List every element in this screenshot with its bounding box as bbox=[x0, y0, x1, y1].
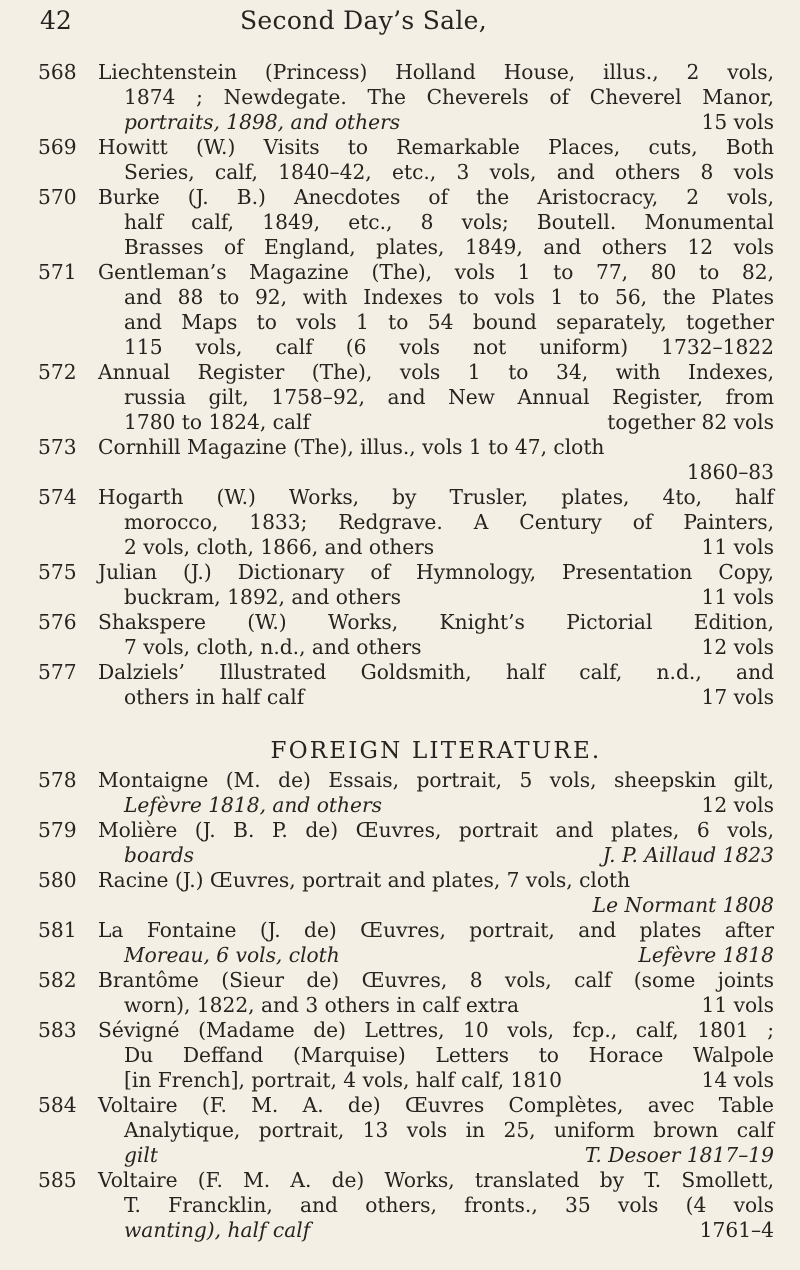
lot-number: 578 bbox=[38, 768, 77, 792]
lot-line: Molière (J. B. P. de) Œuvres, portrait and plates, 6 vols, bbox=[98, 818, 774, 842]
lot-entry bbox=[38, 260, 774, 360]
lot-line: Burke (J. B.) Anecdotes of the Aristocracy, 2 vols, bbox=[98, 185, 774, 209]
lot-number: 574 bbox=[38, 485, 77, 509]
running-title: Second Day’s Sale, bbox=[240, 6, 487, 35]
lot-line-text: Lefèvre 1818, and others bbox=[124, 793, 383, 817]
lot-entry bbox=[38, 360, 774, 435]
lot-date: 1761–4 bbox=[699, 1218, 774, 1242]
lot-quantity: together 82 vols bbox=[607, 410, 774, 434]
lot-line bbox=[98, 1068, 774, 1093]
lot-quantity: 12 vols bbox=[701, 793, 774, 817]
lot-line-text: Moreau, 6 vols, cloth bbox=[124, 943, 340, 967]
lot-quantity: 11 vols bbox=[701, 585, 774, 609]
lot-number: 582 bbox=[38, 968, 77, 992]
lot-number: 572 bbox=[38, 360, 77, 384]
lot-line: Brantôme (Sieur de) Œuvres, 8 vols, calf (some joints bbox=[98, 968, 774, 992]
lot-line: Voltaire (F. M. A. de) Œuvres Complètes, avec Table bbox=[98, 1093, 774, 1117]
lot-entry bbox=[38, 485, 774, 560]
lot-line-text: worn), 1822, and 3 others in calf extra bbox=[124, 993, 519, 1017]
lot-line bbox=[98, 685, 774, 710]
lot-imprint: J. P. Aillaud 1823 bbox=[602, 843, 774, 867]
lot-quantity: 15 vols bbox=[701, 110, 774, 134]
lot-line-text: boards bbox=[124, 843, 195, 867]
lot-line bbox=[98, 1218, 774, 1243]
lot-line-text: [in French], portrait, 4 vols, half calf, 1810 bbox=[124, 1068, 562, 1092]
lot-line: Howitt (W.) Visits to Remarkable Places, cuts, Both bbox=[98, 135, 774, 159]
lot-line: Analytique, portrait, 13 vols in 25, uniform brown calf bbox=[124, 1118, 774, 1142]
lot-line: Annual Register (The), vols 1 to 34, with Indexes, bbox=[98, 360, 774, 384]
lot-entry bbox=[38, 185, 774, 260]
lot-entry bbox=[38, 818, 774, 868]
lot-line: Hogarth (W.) Works, by Trusler, plates, 4to, half bbox=[98, 485, 774, 509]
lot-line: 1874 ; Newdegate. The Cheverels of Cheverel Manor, bbox=[124, 85, 774, 109]
lot-number: 575 bbox=[38, 560, 77, 584]
lot-entry bbox=[38, 768, 774, 818]
lot-line: Dalziels’ Illustrated Goldsmith, half calf, n.d., and bbox=[98, 660, 774, 684]
lot-line: Liechtenstein (Princess) Holland House, illus., 2 vols, bbox=[98, 60, 774, 84]
lot-line: 115 vols, calf (6 vols not uniform) 1732–1822 bbox=[124, 335, 774, 359]
lot-line bbox=[98, 110, 774, 135]
lot-line: Montaigne (M. de) Essais, portrait, 5 vols, sheepskin gilt, bbox=[98, 768, 774, 792]
lot-line bbox=[98, 843, 774, 868]
lot-number: 570 bbox=[38, 185, 77, 209]
lot-number: 568 bbox=[38, 60, 77, 84]
lot-line-text: others in half calf bbox=[124, 685, 305, 709]
lot-quantity: 11 vols bbox=[701, 535, 774, 559]
lot-entry bbox=[38, 660, 774, 710]
lot-entry bbox=[38, 560, 774, 610]
lot-quantity: 14 vols bbox=[701, 1068, 774, 1092]
lot-line: Shakspere (W.) Works, Knight’s Pictorial Edition, bbox=[98, 610, 774, 634]
lot-line-text: portraits, 1898, and others bbox=[124, 110, 401, 134]
lot-quantity: 12 vols bbox=[701, 635, 774, 659]
lot-line bbox=[98, 535, 774, 560]
lot-number: 573 bbox=[38, 435, 77, 459]
lot-line-text: buckram, 1892, and others bbox=[124, 585, 401, 609]
lot-line bbox=[98, 793, 774, 818]
lot-line bbox=[98, 585, 774, 610]
lot-line: Racine (J.) Œuvres, portrait and plates, 7 vols, cloth bbox=[98, 868, 631, 892]
lot-number: 583 bbox=[38, 1018, 77, 1042]
lot-line-text: gilt bbox=[124, 1143, 158, 1167]
lot-list bbox=[38, 60, 774, 1243]
lot-line: Brasses of England, plates, 1849, and others 12 vols bbox=[124, 235, 774, 259]
lot-line: Cornhill Magazine (The), illus., vols 1 to 47, cloth bbox=[98, 435, 605, 459]
lot-line bbox=[98, 410, 774, 435]
lot-number: 581 bbox=[38, 918, 77, 942]
lot-line: Series, calf, 1840–42, etc., 3 vols, and others 8 vols bbox=[124, 160, 774, 184]
lot-line: morocco, 1833; Redgrave. A Century of Painters, bbox=[124, 510, 774, 534]
lot-line: Du Deffand (Marquise) Letters to Horace Walpole bbox=[124, 1043, 774, 1067]
lot-number: 576 bbox=[38, 610, 77, 634]
lot-line: T. Francklin, and others, fronts., 35 vols (4 vols bbox=[124, 1193, 774, 1217]
lot-entry bbox=[38, 1168, 774, 1243]
lot-line: russia gilt, 1758–92, and New Annual Register, from bbox=[124, 385, 774, 409]
lot-number: 585 bbox=[38, 1168, 77, 1192]
lot-entry bbox=[38, 868, 774, 918]
lot-number: 571 bbox=[38, 260, 77, 284]
lot-line: half calf, 1849, etc., 8 vols; Boutell. Monumental bbox=[124, 210, 774, 234]
lot-line bbox=[98, 1143, 774, 1168]
page-header bbox=[40, 6, 770, 38]
lot-number: 569 bbox=[38, 135, 77, 159]
lot-entry bbox=[38, 610, 774, 660]
lot-entry bbox=[38, 1093, 774, 1168]
lot-line: and Maps to vols 1 to 54 bound separately, together bbox=[124, 310, 774, 334]
lot-line: La Fontaine (J. de) Œuvres, portrait, and plates after bbox=[98, 918, 774, 942]
lot-line: and 88 to 92, with Indexes to vols 1 to 56, the Plates bbox=[124, 285, 774, 309]
lot-imprint: Lefèvre 1818 bbox=[638, 943, 774, 967]
lot-line: Voltaire (F. M. A. de) Works, translated by T. Smollett, bbox=[98, 1168, 774, 1192]
lot-entry bbox=[38, 968, 774, 1018]
lot-line-text: 1780 to 1824, calf bbox=[124, 410, 310, 434]
lot-line-text: 7 vols, cloth, n.d., and others bbox=[124, 635, 422, 659]
lot-imprint: Le Normant 1808 bbox=[592, 893, 774, 917]
lot-line: Gentleman’s Magazine (The), vols 1 to 77, 80 to 82, bbox=[98, 260, 774, 284]
lot-line bbox=[98, 943, 774, 968]
lot-number: 580 bbox=[38, 868, 77, 892]
lot-line: Julian (J.) Dictionary of Hymnology, Presentation Copy, bbox=[98, 560, 774, 584]
lot-imprint: T. Desoer 1817–19 bbox=[584, 1143, 774, 1167]
lot-number: 584 bbox=[38, 1093, 77, 1117]
lot-line bbox=[98, 993, 774, 1018]
lot-date: 1860–83 bbox=[686, 460, 774, 484]
lot-entry bbox=[38, 435, 774, 485]
lot-number: 579 bbox=[38, 818, 77, 842]
lot-entry bbox=[38, 135, 774, 185]
lot-quantity: 17 vols bbox=[701, 685, 774, 709]
lot-quantity: 11 vols bbox=[701, 993, 774, 1017]
page-number: 42 bbox=[40, 6, 72, 35]
lot-line: Sévigné (Madame de) Lettres, 10 vols, fcp., calf, 1801 ; bbox=[98, 1018, 774, 1042]
lot-entry bbox=[38, 918, 774, 968]
lot-line-text: wanting), half calf bbox=[124, 1218, 311, 1242]
lot-entry bbox=[38, 60, 774, 135]
section-heading: FOREIGN LITERATURE. bbox=[270, 738, 602, 764]
lot-line bbox=[98, 635, 774, 660]
lot-line-text: 2 vols, cloth, 1866, and others bbox=[124, 535, 435, 559]
lot-number: 577 bbox=[38, 660, 77, 684]
lot-entry bbox=[38, 1018, 774, 1093]
